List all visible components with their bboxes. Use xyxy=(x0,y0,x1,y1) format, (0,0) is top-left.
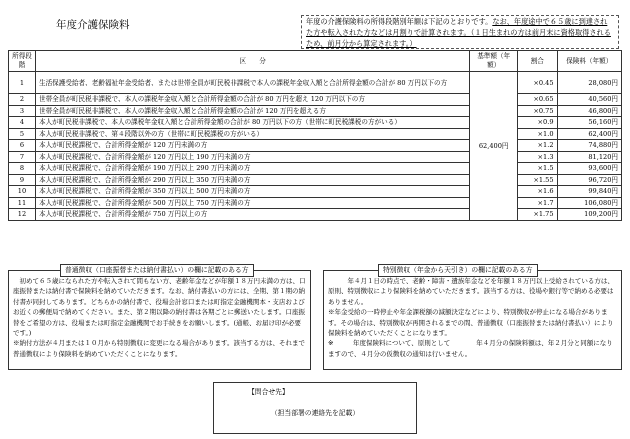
ratio-cell: ×0.75 xyxy=(518,105,557,117)
fee-cell: 81,120円 xyxy=(557,151,621,163)
ratio-cell: ×1.55 xyxy=(518,174,557,186)
special-note-1: ※年金受給の一時停止や年金課税額の減額決定などにより、特別徴収が停止になる場合があります。その場合は、特別徴収が再開されるまでの間、普通徴収（口座振替または納付書払い）により保険料を納めていただくことになります。 xyxy=(328,308,614,338)
special-collection-box xyxy=(323,270,622,370)
fee-cell: 74,880円 xyxy=(557,140,621,152)
level-cell: 10 xyxy=(9,186,36,198)
table-row xyxy=(9,128,622,140)
desc-cell: 本人が町民税非課税で、第４段階以外の方（世帯に町民税課税の方がいる） xyxy=(36,128,470,140)
desc-cell: 本人が町民税課税で、合計所得金額が 190 万円以上 290 万円未満の方 xyxy=(36,163,470,175)
level-cell: 3 xyxy=(9,105,36,117)
ratio-cell: ×1.3 xyxy=(518,151,557,163)
header-class: 区 分 xyxy=(36,51,470,72)
header-base: 基準額（年額） xyxy=(470,51,518,72)
ordinary-note: ※納付方法が４月または１０月から特別徴収に変更になる場合があります。該当する方は、それまで普通徴収により保険料を納めていただくことになります。 xyxy=(13,339,305,358)
ratio-cell: ×1.75 xyxy=(518,209,557,221)
ratio-cell: ×0.9 xyxy=(518,117,557,129)
table-header-row xyxy=(9,51,622,72)
ordinary-collection-label: 普通徴収（口座振替または納付書払い）の欄に記載のある方 xyxy=(60,264,254,277)
ratio-cell: ×1.0 xyxy=(518,128,557,140)
level-cell: 2 xyxy=(9,94,36,106)
ordinary-collection-box xyxy=(8,270,311,370)
special-note-2 xyxy=(328,338,617,359)
desc-cell: 生活保護受給者、老齢福祉年金受給者、または世帯全員が町民税非課税で本人の課税年金収入額と合計所得金額の合計が 80 万円以下の方 xyxy=(36,72,470,94)
table-row xyxy=(9,117,622,129)
inquiry-body: （担当部署の連絡先を記載） xyxy=(270,409,360,417)
ordinary-body: 初めて６５歳になられた方や転入されて間もない方、老齢年金などが年額１８万円未満の方は、口座振替または納付書で保険料を納めていただきます。なお、納付書払いの方には、全期、第１期の納付書が同封してあります。どちらかの納付書で、役場会計窓口または町指定金融機関本・支店およびお近くの郵便局で納めてください。また、第２期以降の納付書は各期ごとに郵送いたします。口座振替をご希望の方は、役場または町指定金融機関でお手続きをお願いします。(通帳、お届け印が必要です。) xyxy=(13,277,306,338)
table-row xyxy=(9,105,622,117)
table-row xyxy=(9,140,622,152)
fee-cell: 96,720円 xyxy=(557,174,621,186)
header-level: 所得段階 xyxy=(9,51,36,72)
header-fee: 保険料（年額） xyxy=(557,51,621,72)
fee-cell: 62,400円 xyxy=(557,128,621,140)
desc-cell: 本人が町民税課税で、合計所得金額が 750 万円以上の方 xyxy=(36,209,470,221)
fee-cell: 106,080円 xyxy=(557,197,621,209)
fee-cell: 99,840円 xyxy=(557,186,621,198)
special-note-2-mark: ※ xyxy=(328,339,334,348)
level-cell: 11 xyxy=(9,197,36,209)
fee-cell: 93,600円 xyxy=(557,163,621,175)
level-cell: 4 xyxy=(9,117,36,129)
level-cell: 5 xyxy=(9,128,36,140)
inquiry-box xyxy=(213,382,417,434)
notice-underlined-text: なお、年度途中で６５歳に到達された方や転入された方などは月割りで計算されます。（１日生まれの方は前月末に資格取得されるため、前月分から算定されます。） xyxy=(306,17,611,48)
desc-cell: 本人が町民税課税で、合計所得金額が 120 万円以上 190 万円未満の方 xyxy=(36,151,470,163)
ratio-cell: ×1.5 xyxy=(518,163,557,175)
fee-cell: 40,560円 xyxy=(557,94,621,106)
table-row xyxy=(9,151,622,163)
fee-cell: 46,800円 xyxy=(557,105,621,117)
fee-cell: 56,160円 xyxy=(557,117,621,129)
level-cell: 9 xyxy=(9,174,36,186)
ratio-cell: ×1.2 xyxy=(518,140,557,152)
desc-cell: 世帯全員が町民税非課税で、本人の課税年金収入額と合計所得金額の合計が 120 万円を超える方 xyxy=(36,105,470,117)
level-cell: 7 xyxy=(9,151,36,163)
table-row xyxy=(9,94,622,106)
table-row xyxy=(9,163,622,175)
header-ratio: 割合 xyxy=(518,51,557,72)
ratio-cell: ×0.65 xyxy=(518,94,557,106)
table-row xyxy=(9,186,622,198)
notice-box xyxy=(301,15,619,49)
base-amount-cell: 62,400円 xyxy=(470,72,518,221)
inquiry-header: 【問合せ先】 xyxy=(248,388,289,396)
premium-table xyxy=(8,50,622,221)
level-cell: 8 xyxy=(9,163,36,175)
ratio-cell: ×1.6 xyxy=(518,186,557,198)
ratio-cell: ×1.7 xyxy=(518,197,557,209)
level-cell: 6 xyxy=(9,140,36,152)
page-title: 年度介護保険料 xyxy=(56,19,130,31)
notice-text: 年度の介護保険料の所得段階別年額は下記のとおりです。 xyxy=(306,17,493,26)
table-row xyxy=(9,72,622,94)
desc-cell: 本人が町民税課税で、合計所得金額が 500 万円以上 750 万円未満の方 xyxy=(36,197,470,209)
special-body: 年４月１日の時点で、老齢・障害・遺族年金などを年額１８万円以上受給されている方は、原則、特別徴収により保険料を納めていただきます。該当する方は、役場や銀行等で納める必要はありません。 xyxy=(328,277,614,306)
special-note-2-text: 年度保険料について、原則として 年４月分の保険料額は、年２月分と同額になりますので、４月分の仮徴収の通知は行いません。 xyxy=(328,339,613,358)
special-collection-label: 特別徴収（年金から天引き）の欄に記載のある方 xyxy=(378,264,538,277)
desc-cell: 世帯全員が町民税非課税で、本人の課税年金収入額と合計所得金額の合計が 80 万円を超え 120 万円以下の方 xyxy=(36,94,470,106)
fee-cell: 109,200円 xyxy=(557,209,621,221)
fee-cell: 28,080円 xyxy=(557,72,621,94)
level-cell: 12 xyxy=(9,209,36,221)
desc-cell: 本人が町民税課税で、合計所得金額が 290 万円以上 350 万円未満の方 xyxy=(36,174,470,186)
desc-cell: 本人が町民税課税で、合計所得金額が 350 万円以上 500 万円未満の方 xyxy=(36,186,470,198)
table-row xyxy=(9,209,622,221)
level-cell: 1 xyxy=(9,72,36,94)
table-row xyxy=(9,174,622,186)
desc-cell: 本人が町民税非課税で、本人の課税年金収入額と合計所得金額の合計が 80 万円以下の方（世帯に町民税課税の方がいる） xyxy=(36,117,470,129)
desc-cell: 本人が町民税課税で、合計所得金額が 120 万円未満の方 xyxy=(36,140,470,152)
table-row xyxy=(9,197,622,209)
ratio-cell: ×0.45 xyxy=(518,72,557,94)
